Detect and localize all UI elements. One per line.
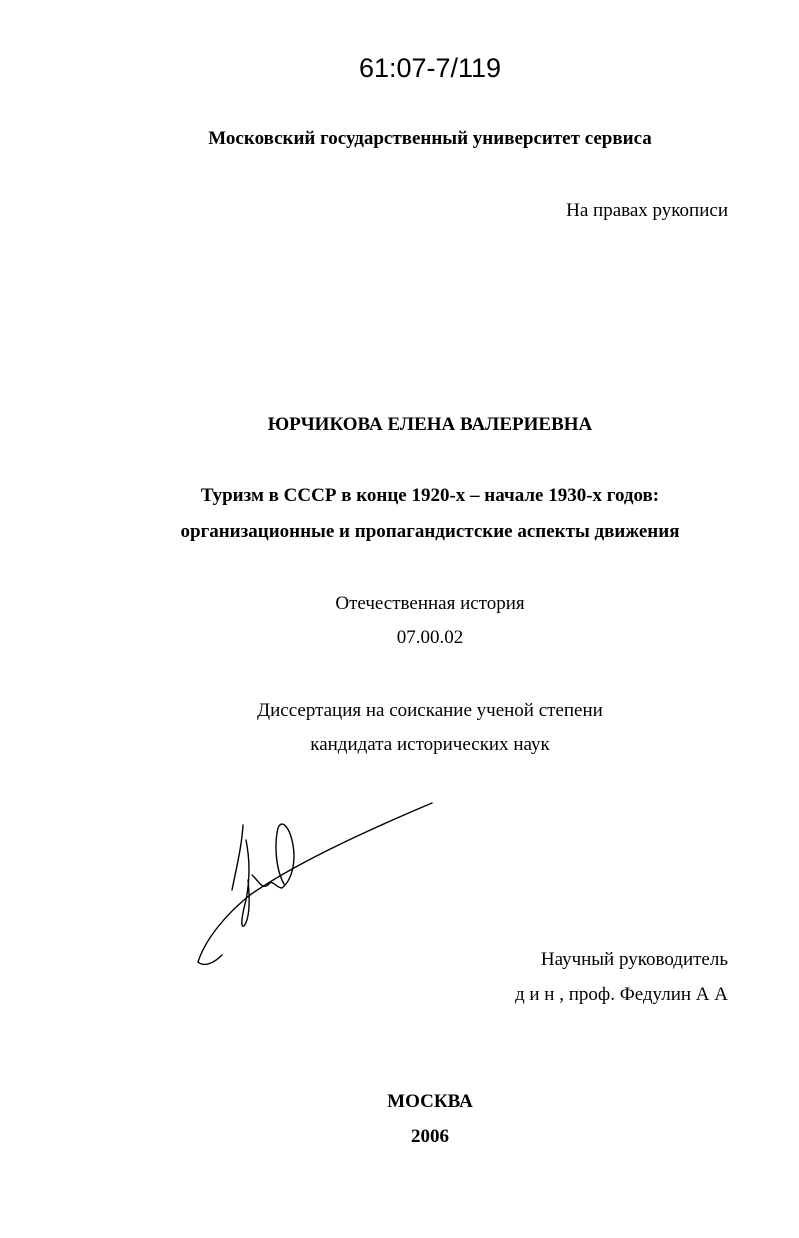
- author-name: ЮРЧИКОВА ЕЛЕНА ВАЛЕРИЕВНА: [267, 414, 593, 435]
- title-line-2: организационные и пропагандистские аспекты движения: [180, 521, 680, 542]
- supervisor-label: Научный руководитель: [540, 949, 728, 970]
- registry-code: 61:07-7/119: [358, 53, 502, 83]
- year: 2006: [411, 1126, 449, 1147]
- city: МОСКВА: [387, 1091, 473, 1112]
- supervisor-name: д и н , проф. Федулин А А: [514, 984, 728, 1005]
- specialty-name: Отечественная история: [335, 593, 525, 614]
- degree-line-2: кандидата исторических наук: [310, 734, 550, 755]
- manuscript-rights: На правах рукописи: [566, 200, 728, 221]
- degree-line-1: Диссертация на соискание ученой степени: [257, 700, 603, 721]
- title-line-1: Туризм в СССР в конце 1920-х – начале 1930-х годов:: [200, 485, 660, 506]
- university-name: Московский государственный университет сервиса: [208, 128, 652, 149]
- specialty-code: 07.00.02: [396, 627, 464, 648]
